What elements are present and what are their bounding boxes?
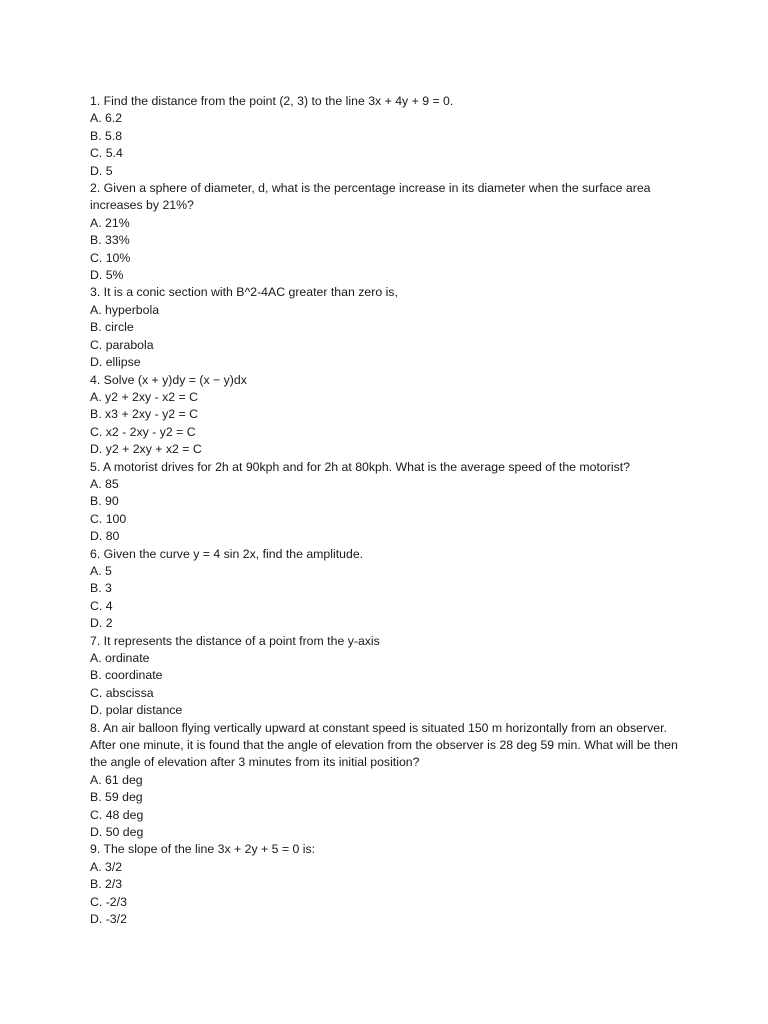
- question-text: 9. The slope of the line 3x + 2y + 5 = 0 is:: [90, 842, 316, 857]
- question-block: [90, 93, 680, 180]
- answer-option: B. coordinate: [90, 668, 163, 683]
- answer-option: B. 59 deg: [90, 790, 143, 805]
- question-block: [90, 720, 680, 842]
- answer-option: C. parabola: [90, 337, 154, 352]
- answer-option: D. -3/2: [90, 912, 127, 927]
- document-page: [90, 93, 680, 929]
- answer-option: D. ellipse: [90, 355, 141, 370]
- question-block: [90, 459, 680, 546]
- answer-option: C. abscissa: [90, 685, 154, 700]
- question-text: 4. Solve (x + y)dy = (x − y)dx: [90, 372, 247, 387]
- answer-option: A. 21%: [90, 215, 130, 230]
- answer-option: C. -2/3: [90, 894, 127, 909]
- question-text: 2. Given a sphere of diameter, d, what is the percentage increase in its diameter when the surface area increases by 21%?: [90, 181, 651, 213]
- answer-option: C. 4: [90, 598, 113, 613]
- answer-option: C. x2 - 2xy - y2 = C: [90, 424, 196, 439]
- answer-option: C. 100: [90, 511, 127, 526]
- answer-option: B. 3: [90, 581, 112, 596]
- answer-option: A. ordinate: [90, 651, 150, 665]
- question-block: [90, 841, 680, 928]
- answer-option: D. 50 deg: [90, 825, 144, 840]
- answer-option: B. 2/3: [90, 877, 123, 892]
- answer-option: B. 5.8: [90, 128, 123, 143]
- answer-option: D. 80: [90, 529, 120, 544]
- answer-option: C. 10%: [90, 250, 131, 265]
- answer-option: B. 33%: [90, 233, 130, 248]
- answer-option: D. 5%: [90, 268, 124, 283]
- question-text: 6. Given the curve y = 4 sin 2x, find the amplitude.: [90, 546, 364, 561]
- answer-option: C. 48 deg: [90, 807, 144, 822]
- question-text: 7. It represents the distance of a point from the y-axis: [90, 633, 380, 648]
- answer-option: A. 6.2: [90, 111, 123, 126]
- answer-option: A. hyperbola: [90, 302, 160, 317]
- question-block: [90, 180, 680, 284]
- question-block: [90, 284, 680, 371]
- answer-option: A. 61 deg: [90, 772, 143, 787]
- answer-option: B. circle: [90, 320, 134, 335]
- question-text: 8. An air balloon flying vertically upward at constant speed is situated 150 m horizontally from an observer. After one minute, it is found that the angle of elevation from the observer is 28 deg 59 min. What will be then the angle of elevation after 3 minutes from its initial position?: [90, 720, 678, 770]
- question-block: [90, 372, 680, 459]
- answer-option: D. polar distance: [90, 703, 183, 718]
- answer-option: A. y2 + 2xy - x2 = C: [90, 389, 198, 404]
- answer-option: A. 3/2: [90, 859, 123, 874]
- answer-option: D. 2: [90, 616, 113, 631]
- question-text: 3. It is a conic section with B^2-4AC greater than zero is,: [90, 285, 398, 300]
- question-block: [90, 546, 680, 633]
- answer-option: D. y2 + 2xy + x2 = C: [90, 442, 202, 457]
- answer-option: C. 5.4: [90, 146, 123, 161]
- answer-option: B. x3 + 2xy - y2 = C: [90, 407, 198, 422]
- question-block: [90, 633, 680, 720]
- answer-option: A. 85: [90, 476, 119, 491]
- answer-option: D. 5: [90, 163, 113, 178]
- question-text: 5. A motorist drives for 2h at 90kph and for 2h at 80kph. What is the average speed of the motorist?: [90, 459, 631, 474]
- answer-option: B. 90: [90, 494, 119, 509]
- answer-option: A. 5: [90, 563, 112, 578]
- question-text: 1. Find the distance from the point (2, 3) to the line 3x + 4y + 9 = 0.: [90, 94, 454, 108]
